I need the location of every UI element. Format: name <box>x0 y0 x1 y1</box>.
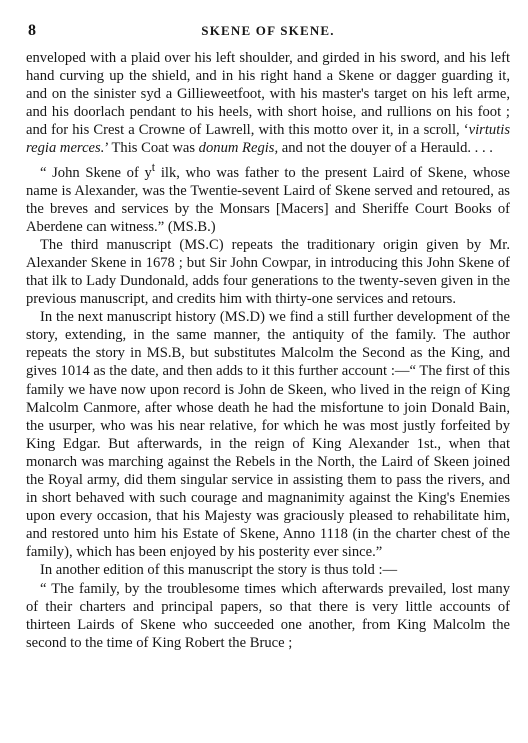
book-page <box>26 22 510 652</box>
paragraph-john-skene-quote <box>26 158 510 236</box>
text-run: “ John Skene of y <box>40 164 152 181</box>
text-run: and not the douyer of a Herauld. . . . <box>278 140 493 157</box>
running-head <box>26 22 510 44</box>
running-title: SKENE OF SKENE. <box>201 23 335 38</box>
paragraph-third-manuscript: The third manuscript (MS.C) repeats the traditionary origin given by Mr. Alexander Skene in 1678 ; but Sir John Cowpar, in introducing this John Skene of that ilk to Lady Dundonald, adds four generations to the twenty-seven given in the previous manuscript, and credits him with thirty-one services and retours. <box>26 236 510 308</box>
italic-latin-phrase: donum Regis, <box>198 140 279 157</box>
paragraph-another-edition: In another edition of this manuscript the story is thus told :— <box>40 562 398 579</box>
paragraph-heraldry-description <box>26 49 510 158</box>
text-run: ilk, who was father to the present Laird of Skene, whose name is Alexander, was the Twentie-sevent Laird of Skene served and retoured, as the breves and services by the Monsars [Macers] and Sheriffe Court Books of Aberdene can witness.” (MS.B.) <box>26 164 510 235</box>
text-run: enveloped with a plaid over his left shoulder, and girded in his sword, and his left hand curving up the shield, and in his right hand a Skene or dagger guarding it, and on the sinister syd a Gillieweetfoot, with his master's target on his left arme, and his doorlach pendant to his heels, with short hoise, and rullions on his foot ; and for his Crest a Crowne of Lawrell, with this motto over it, in a scroll, ‘ <box>26 50 510 139</box>
body-text <box>26 49 510 652</box>
paragraph-family-quote: “ The family, by the troublesome times which afterwards prevailed, lost many of their charters and principal papers, so that there is very little accounts of thirteen Lairds of Skene who succeeded one another, from King Malcolm the second to the time of King Robert the Bruce ; <box>26 580 510 651</box>
paragraph-next-manuscript: In the next manuscript history (MS.D) we find a still further development of the story, extending, in the same manner, the antiquity of the family. The author repeats the story in MS.B, but substitutes Malcolm the Second as the King, and gives 1014 as the date, and then adds to it this further account :—“ The first of this family we have now upon record is John de Skeen, who lived in the reign of King Malcolm Canmore, after whose death he had the misfortune to join Donald Bain, the usurper, who was his near relative, for which he was most justly forfeited by King Edgar. But afterwards, in the reign of King Alexander 1st., when that monarch was marching against the Rebels in the North, the Laird of Skeen joined the Royal army, did them singular service in assisting them to pass the rivers, and in short behaved with such courage and magnanimity against the King's Enemies upon every occasion, that his Majesty was graciously pleased to rehabilitate him, and restored unto him his Estate of Skene, Anno 1118 (in the charter chest of the family), which has been enjoyed by his posterity ever since.” <box>26 309 510 561</box>
italic-motto: virtutis regia merces. <box>26 122 510 157</box>
text-run: ’ This Coat was <box>104 140 199 157</box>
superscript: t <box>151 159 156 174</box>
page-number: 8 <box>28 22 36 39</box>
